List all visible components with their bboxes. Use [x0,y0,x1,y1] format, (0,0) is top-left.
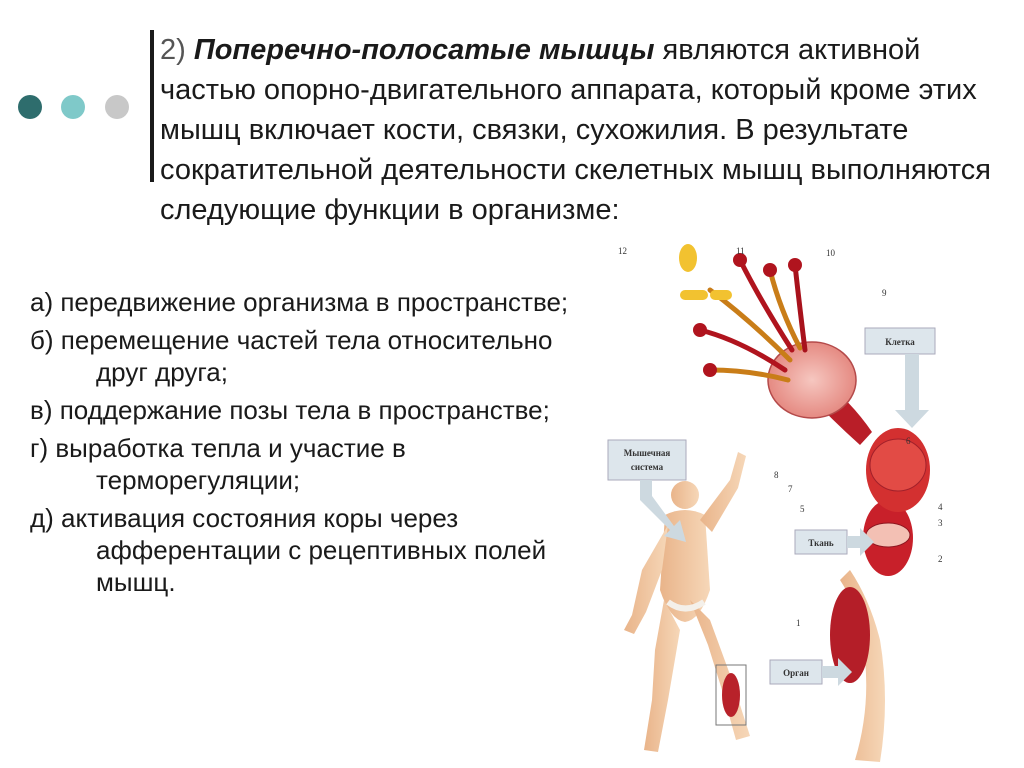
svg-text:Мышечная: Мышечная [623,448,671,458]
label-organ [770,660,822,684]
decorative-dot-gray [105,95,129,119]
slide-heading [160,30,1020,230]
list-item: а) передвижение организма в пространстве; [30,287,569,317]
decorative-dot-light [61,95,85,119]
list-item: г) выработка тепла и участие в терморегуляции; [30,433,406,495]
svg-text:2: 2 [938,554,943,564]
svg-text:4: 4 [938,502,943,512]
list-item: в) поддержание позы тела в пространстве; [30,395,550,425]
arrow-icon [895,354,929,428]
muscle-structure-illustration [560,230,1024,768]
svg-text:система: система [630,462,664,472]
decorative-dot-dark [18,95,42,119]
heading-number: 2) [160,34,186,66]
heading-text: являются активной частью опорно-двигательного аппарата, который кроме этих мышц включает кости, связки, сухожилия. В результате сократительной деятельности скелетных мышц выполняются следующие функции в организме: [160,34,991,226]
svg-text:7: 7 [788,484,793,494]
svg-text:9: 9 [882,288,887,298]
svg-text:Клетка: Клетка [885,337,915,347]
list-item: б) перемещение частей тела относительно друг друга; [30,325,553,387]
heading-term: Поперечно-полосатые мышцы [193,34,655,66]
label-cell [865,328,935,354]
svg-text:10: 10 [826,248,835,258]
svg-text:12: 12 [618,246,627,256]
svg-text:1: 1 [796,618,801,628]
label-muscle-system [608,440,686,480]
myofilaments [679,244,732,300]
myofibrils [700,260,805,380]
svg-text:6: 6 [906,436,911,446]
svg-text:Орган: Орган [783,668,809,678]
list-item: д) активация состояния коры через афферентации с рецептивных полей мышц. [30,503,547,597]
functions-list [30,286,590,604]
svg-text:8: 8 [774,470,779,480]
svg-text:5: 5 [800,504,805,514]
heading-accent-bar [150,30,154,182]
svg-text:Ткань: Ткань [808,538,834,548]
svg-text:3: 3 [938,518,943,528]
svg-text:11: 11 [736,246,745,256]
label-tissue [795,530,847,554]
